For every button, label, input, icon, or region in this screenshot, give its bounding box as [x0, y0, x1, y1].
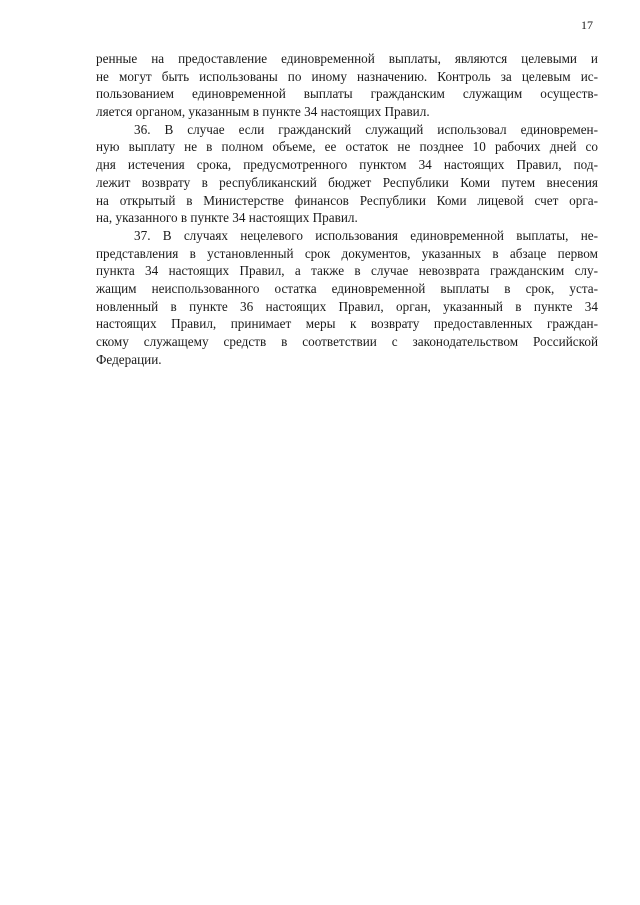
- text-line: на, указанного в пункте 34 настоящих Правил.: [96, 210, 358, 226]
- text-line: 36. В случае если гражданский служащий использовал единовремен-: [134, 121, 598, 137]
- text-line: настоящих Правил, принимает меры к возврату предоставленных граждан-: [96, 316, 598, 332]
- text-line: ную выплату не в полном объеме, ее остаток не позднее 10 рабочих дней со: [96, 139, 598, 155]
- text-line: пользованием единовременной выплаты гражданским служащим осуществ-: [96, 86, 598, 102]
- text-line: ляется органом, указанным в пункте 34 настоящих Правил.: [96, 104, 430, 120]
- paragraph-36: [96, 121, 598, 227]
- text-line: скому служащему средств в соответствии с законодательством Российской: [96, 334, 598, 349]
- paragraph-continuation: [96, 50, 598, 121]
- text-line: 37. В случаях нецелевого использования единовременной выплаты, не-: [134, 227, 598, 243]
- page-number: 17: [581, 18, 593, 32]
- text-line: на открытый в Министерстве финансов Республики Коми лицевой счет орга-: [96, 192, 598, 208]
- text-line: пункта 34 настоящих Правил, а также в случае невозврата гражданским слу-: [96, 263, 598, 279]
- document-body: [96, 50, 598, 368]
- text-line: представления в установленный срок документов, указанных в абзаце первом: [96, 245, 598, 261]
- text-line: не могут быть использованы по иному назначению. Контроль за целевым ис-: [96, 68, 598, 84]
- text-line: ренные на предоставление единовременной выплаты, являются целевыми и: [96, 51, 598, 66]
- text-line: жащим неиспользованного остатка единовременной выплаты в срок, уста-: [96, 280, 598, 296]
- text-line: дня истечения срока, предусмотренного пунктом 34 настоящих Правил, под-: [96, 157, 598, 173]
- paragraph-37: [96, 227, 598, 369]
- text-line: Федерации.: [96, 351, 162, 367]
- text-line: лежит возврату в республиканский бюджет Республики Коми путем внесения: [96, 174, 598, 190]
- text-line: новленный в пункте 36 настоящих Правил, орган, указанный в пункте 34: [96, 298, 598, 314]
